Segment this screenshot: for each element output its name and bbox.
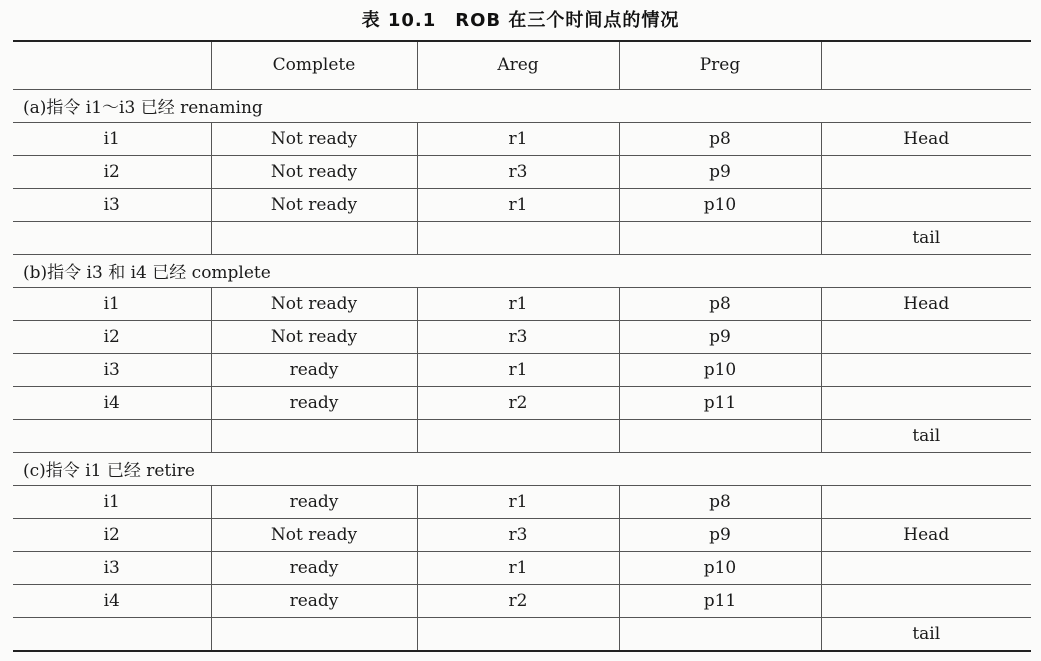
cell-complete: ready <box>211 353 417 386</box>
header-row <box>13 41 1031 89</box>
section-title: (c)指令 i1 已经 retire <box>13 452 1031 485</box>
cell-areg: r3 <box>417 320 619 353</box>
cell-pointer <box>821 320 1031 353</box>
table-row <box>13 485 1031 518</box>
cell-instruction: i3 <box>13 551 211 584</box>
cell-instruction <box>13 419 211 452</box>
cell-areg: r1 <box>417 551 619 584</box>
rob-table <box>13 40 1031 652</box>
table-row <box>13 122 1031 155</box>
cell-pointer <box>821 188 1031 221</box>
section-row <box>13 89 1031 122</box>
table-caption: 表 10.1 ROB 在三个时间点的情况 <box>361 10 680 31</box>
cell-areg: r2 <box>417 584 619 617</box>
table-row <box>13 617 1031 651</box>
cell-preg: p9 <box>619 518 821 551</box>
header-instruction <box>13 41 211 89</box>
table-row <box>13 518 1031 551</box>
cell-preg: p10 <box>619 188 821 221</box>
cell-instruction: i4 <box>13 584 211 617</box>
cell-complete <box>211 221 417 254</box>
cell-complete: ready <box>211 386 417 419</box>
cell-pointer <box>821 485 1031 518</box>
cell-instruction: i1 <box>13 485 211 518</box>
cell-pointer: tail <box>821 221 1031 254</box>
cell-complete <box>211 617 417 651</box>
cell-pointer <box>821 551 1031 584</box>
table-row <box>13 155 1031 188</box>
cell-complete: Not ready <box>211 188 417 221</box>
cell-areg: r2 <box>417 386 619 419</box>
section-title: (a)指令 i1～i3 已经 renaming <box>13 89 1031 122</box>
cell-pointer <box>821 155 1031 188</box>
cell-instruction: i3 <box>13 353 211 386</box>
cell-instruction: i2 <box>13 155 211 188</box>
cell-areg: r1 <box>417 188 619 221</box>
cell-preg: p10 <box>619 353 821 386</box>
cell-pointer: Head <box>821 518 1031 551</box>
cell-instruction: i4 <box>13 386 211 419</box>
cell-preg: p9 <box>619 320 821 353</box>
cell-complete: Not ready <box>211 155 417 188</box>
table-row <box>13 386 1031 419</box>
cell-instruction <box>13 221 211 254</box>
cell-instruction: i2 <box>13 320 211 353</box>
cell-complete: ready <box>211 551 417 584</box>
cell-complete: Not ready <box>211 122 417 155</box>
cell-instruction: i3 <box>13 188 211 221</box>
cell-preg: p11 <box>619 386 821 419</box>
cell-complete: ready <box>211 485 417 518</box>
cell-preg <box>619 221 821 254</box>
cell-areg: r1 <box>417 122 619 155</box>
section-title: (b)指令 i3 和 i4 已经 complete <box>13 254 1031 287</box>
cell-complete: Not ready <box>211 518 417 551</box>
table-row <box>13 287 1031 320</box>
cell-areg <box>417 419 619 452</box>
cell-areg: r3 <box>417 518 619 551</box>
cell-areg: r1 <box>417 287 619 320</box>
cell-areg <box>417 221 619 254</box>
section-row <box>13 254 1031 287</box>
table-header <box>13 41 1031 89</box>
section-row <box>13 452 1031 485</box>
cell-preg: p8 <box>619 122 821 155</box>
table-row <box>13 221 1031 254</box>
cell-areg: r1 <box>417 485 619 518</box>
table-row <box>13 551 1031 584</box>
header-pointer <box>821 41 1031 89</box>
table-row <box>13 353 1031 386</box>
cell-areg <box>417 617 619 651</box>
table-row <box>13 320 1031 353</box>
cell-pointer <box>821 353 1031 386</box>
cell-pointer: Head <box>821 287 1031 320</box>
cell-instruction <box>13 617 211 651</box>
cell-preg: p10 <box>619 551 821 584</box>
table-body <box>13 89 1031 651</box>
table-row <box>13 584 1031 617</box>
cell-complete: Not ready <box>211 320 417 353</box>
table-row <box>13 188 1031 221</box>
cell-preg: p11 <box>619 584 821 617</box>
cell-pointer <box>821 386 1031 419</box>
cell-instruction: i2 <box>13 518 211 551</box>
cell-complete <box>211 419 417 452</box>
cell-instruction: i1 <box>13 287 211 320</box>
cell-preg: p9 <box>619 155 821 188</box>
table-row <box>13 419 1031 452</box>
cell-areg: r3 <box>417 155 619 188</box>
cell-pointer: tail <box>821 617 1031 651</box>
cell-pointer <box>821 584 1031 617</box>
cell-pointer: tail <box>821 419 1031 452</box>
cell-areg: r1 <box>417 353 619 386</box>
cell-preg: p8 <box>619 485 821 518</box>
cell-pointer: Head <box>821 122 1031 155</box>
header-complete: Complete <box>211 41 417 89</box>
cell-preg: p8 <box>619 287 821 320</box>
cell-complete: ready <box>211 584 417 617</box>
header-areg: Areg <box>417 41 619 89</box>
header-preg: Preg <box>619 41 821 89</box>
cell-complete: Not ready <box>211 287 417 320</box>
cell-instruction: i1 <box>13 122 211 155</box>
cell-preg <box>619 617 821 651</box>
cell-preg <box>619 419 821 452</box>
